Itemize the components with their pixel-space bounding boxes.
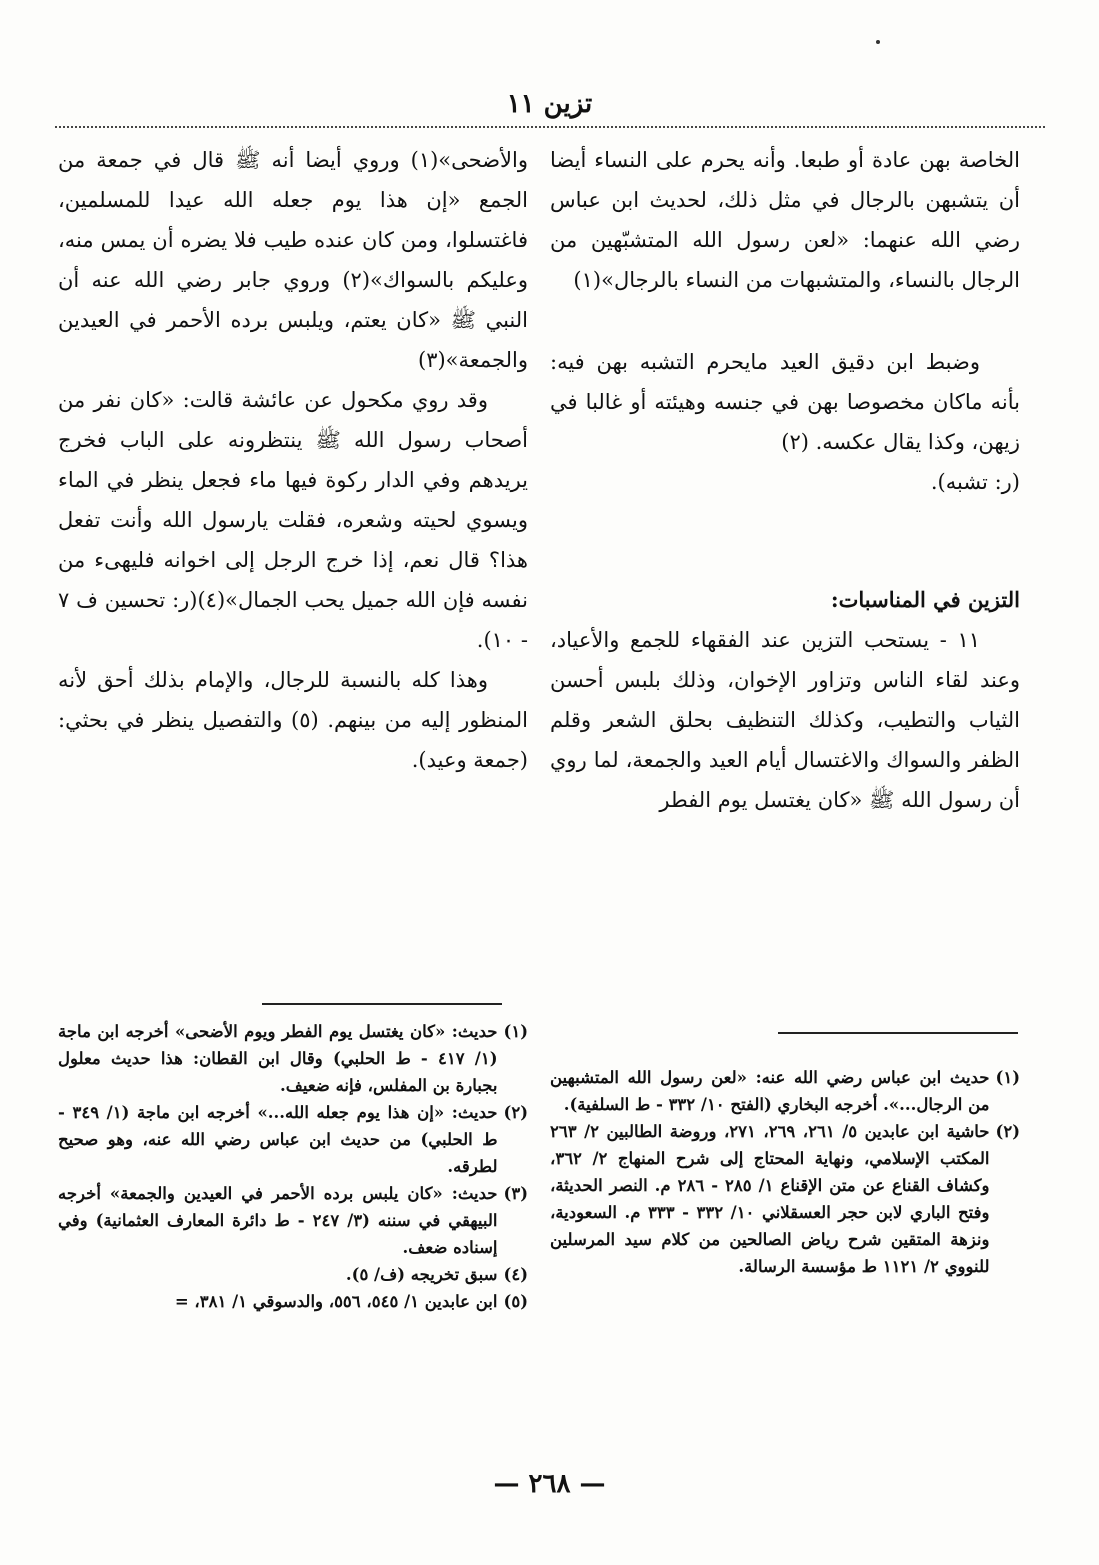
footnote-number: (٣) [503, 1184, 528, 1203]
section-heading: التزين في المناسبات: [830, 587, 1020, 612]
paragraph: الخاصة بهن عادة أو طبعا. وأنه يحرم على النساء أيضا أن يتشبهن بالرجال في مثل ذلك، لحديث ابن عباس رضي الله عنهما: «لعن رسول الله المتشبّهين من الرجال بالنساء، والمتشبهات من النساء بالرجال»(١) [550, 148, 1020, 292]
footnote-text: حاشية ابن عابدين ٥/ ٢٦١، ٢٦٩، ٢٧١، وروضة الطالبين ٢/ ٢٦٣ المكتب الإسلامي، ونهاية المحتاج إلى شرح المنهاج ٢/ ٣٦٢، وكشاف القناع عن متن الإقناع ١/ ٢٨٥ - ٢٨٦ م. النصر الحديثة، وفتح الباري لابن حجر العسقلاني ١٠/ ٣٣٢ - ٣٣٣ م. السعودية، ونزهة المتقين شرح رياض الصالحين من كلام سيد المرسلين للنووي ٢/ ١١٢١ ط مؤسسة الرسالة. [550, 1122, 990, 1276]
footnote-separator [262, 1003, 502, 1005]
footnote-number: (٢) [503, 1103, 528, 1122]
footnote-text: سبق تخريجه (ف/ ٥). [345, 1265, 498, 1284]
footnote [58, 1099, 528, 1180]
footnote-text: حديث: «كان يغتسل يوم الفطر ويوم الأضحى» أخرجه ابن ماجة (١/ ٤١٧ - ط الحلبي) وقال ابن القطان: هذا حديث معلول بجبارة بن المفلس، فإنه ضعيف. [58, 1022, 498, 1095]
paragraph: وقد روي مكحول عن عائشة قالت: «كان نفر من أصحاب رسول الله ﷺ ينتظرونه على الباب فخرج يريدهم وفي الدار ركوة فيها ماء فجعل ينظر في الماء ويسوي لحيته وشعره، فقلت يارسول الله وأنت تفعل هذا؟ قال نعم، إذا خرج الرجل إلى اخوانه فليهىء من نفسه فإن الله جميل يحب الجمال»(٤)(ر: تحسين ف ٧ - ١٠). [58, 388, 528, 652]
footnote [58, 1288, 528, 1315]
footnote-number: (٥) [503, 1292, 528, 1311]
footnote-number: (٢) [995, 1122, 1020, 1141]
footnote-separator [778, 1032, 1018, 1034]
footnote-text: حديث ابن عباس رضي الله عنه: «لعن رسول الله المتشبهين من الرجال...». أخرجه البخاري (الفتح ١٠/ ٣٣٢ - ط السلفية). [550, 1068, 990, 1114]
footnotes-right [550, 1064, 1020, 1280]
footnote [550, 1118, 1020, 1280]
right-column [550, 140, 1020, 820]
running-header: تزين ١١ [506, 89, 593, 119]
stray-dot [876, 40, 880, 44]
cross-reference: (ر: تشبه). [930, 470, 1020, 494]
footnote-text: حديث: «إن هذا يوم جعله الله...» أخرجه ابن ماجة (١/ ٣٤٩ - ط الحلبي) من حديث ابن عباس رضي الله عنه، وهو صحيح لطرقه. [58, 1103, 498, 1176]
footnote [58, 1261, 528, 1288]
footnotes-left [58, 1018, 528, 1315]
footnote-number: (١) [503, 1022, 528, 1041]
left-column [58, 140, 528, 780]
footnote-text: ابن عابدين ١/ ٥٤٥، ٥٥٦، والدسوقي ١/ ٣٨١، = [174, 1292, 498, 1311]
paragraph: ١١ - يستحب التزين عند الفقهاء للجمع والأعياد، وعند لقاء الناس وتزاور الإخوان، وذلك بلبس أحسن الثياب والتطيب، وكذلك التنظيف بحلق الشعر وقلم الظفر والسواك والاغتسال أيام العيد والجمعة، لما روي أن رسول الله ﷺ «كان يغتسل يوم الفطر [550, 628, 1020, 812]
paragraph: وضبط ابن دقيق العيد مايحرم التشبه بهن فيه: بأنه ماكان مخصوصا بهن في جنسه وهيئته أو غالبا في زيهن، وكذا يقال عكسه. (٢) [550, 350, 1020, 454]
page-number: — ٢٦٨ — [493, 1469, 606, 1499]
footnote-number: (٤) [503, 1265, 528, 1284]
footnote-number: (١) [995, 1068, 1020, 1087]
spacer [550, 300, 1020, 342]
header-dotted-rule [55, 126, 1045, 128]
footnote [550, 1064, 1020, 1118]
footnote-text: حديث: «كان يلبس برده الأحمر في العيدين والجمعة» أخرجه البيهقي في سننه (٣/ ٢٤٧ - ط دائرة المعارف العثمانية) وفي إسناده ضعف. [58, 1184, 498, 1257]
footnote [58, 1018, 528, 1099]
footnote [58, 1180, 528, 1261]
paragraph: وهذا كله بالنسبة للرجال، والإمام بذلك أحق لأنه المنظور إليه من بينهم. (٥) والتفصيل ينظر في بحثي: (جمعة وعيد). [58, 668, 528, 772]
spacer [550, 502, 1020, 580]
paragraph: والأضحى»(١) وروي أيضا أنه ﷺ قال في جمعة من الجمع «إن هذا يوم جعله الله عيدا للمسلمين، فاغتسلوا، ومن كان عنده طيب فلا يضره أن يمس منه، وعليكم بالسواك»(٢) وروي جابر رضي الله عنه أن النبي ﷺ «كان يعتم، ويلبس برده الأحمر في العيدين والجمعة»(٣) [58, 148, 528, 372]
